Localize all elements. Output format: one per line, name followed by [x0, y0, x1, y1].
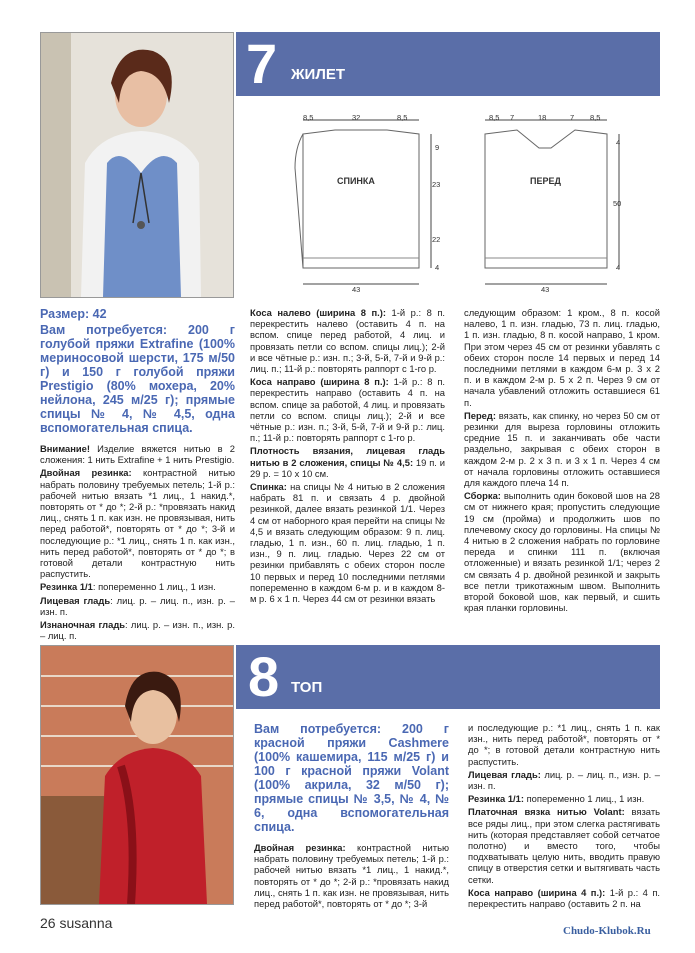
- front-right-dim: 4: [616, 138, 621, 147]
- paragraph-heading: Платочная вязка нитью Volant:: [468, 806, 625, 818]
- instruction-paragraph: [464, 410, 660, 488]
- size-heading: Размер: 42: [40, 307, 107, 321]
- paragraph-heading: Коса направо (ширина 4 п.):: [468, 886, 606, 898]
- paragraph-heading: Резинка 1/1: [40, 581, 93, 593]
- instruction-paragraph: [250, 481, 445, 604]
- instruction-paragraph: [250, 376, 445, 443]
- instruction-paragraph: [468, 793, 660, 804]
- front-top-dim: 8,5: [489, 113, 500, 122]
- front-top-dim: 7: [570, 113, 575, 122]
- paragraph-text: лиц. р. – лиц. п., изн. р. – изн. п.: [468, 768, 660, 792]
- paragraph-text: : попеременно 1 лиц., 1 изн.: [92, 581, 216, 593]
- paragraph-text: вязать, как спинку, но через 50 см от резинки для выреза горловины отложить средние 15 п. и заканчивать обе части раздельно, закрывая с обеих сторон в каждом 2-м р. 2 х 3 п. и 3 х 1 п. Через 4 см от начала горловины отложить оставшиеся для каждого плеча 14 п.: [464, 409, 660, 489]
- front-right-dim: 50: [613, 199, 622, 208]
- section7-column-3: [464, 307, 660, 615]
- paragraph-heading: Резинка 1/1:: [468, 793, 524, 805]
- paragraph-text: 1-й р.: 8 п. перекрестить направо (оставить 4 п. на вспом. спице за работой, 4 лиц. и провязать петли со вспом. спицы лиц.); 2-й и все чётные р.: изн. п.; 3-й, 5-й, 7-й и 9-й р.: лиц. п.; 11-й р.: повторять раппорт с 1-го р.: [250, 376, 445, 444]
- back-top-dim: 8,5: [397, 113, 408, 122]
- instruction-paragraph: [468, 887, 660, 909]
- paragraph-text: выполнить один боковой шов на 28 см от нижнего края; пропустить следующие 19 см (пройма) и продолжить шов по плечевому скосу до горловины. На спицы № 4 нитью в 2 сложения набрать по горловине переда и спинки 111 п. (включая отложенные) и вязать резинкой 1/1; через 2 см связать 4 р. двойной резинкой и закрыть все петли трикотажным швом. Выполнить второй боковой шов, как первый, и сшить края планки горловины.: [464, 490, 660, 614]
- top-model-photo: [40, 645, 234, 905]
- back-top-dim: 8,5: [303, 113, 314, 122]
- materials-heading: Вам потребуется: 200 г голубой пряжи Extrafine (100% мериносовой шерсти, 175 м/50 г) и 150 г голубой пряжи Prestigio (80% мохера, 20% нейлона, 245 м/25 г); прямые спицы № 4, № 4,5, одна вспомогательная спица.: [40, 323, 235, 435]
- back-right-dim: 4: [435, 263, 440, 272]
- back-label: СПИНКА: [337, 176, 375, 186]
- section8-banner: [236, 645, 660, 709]
- instruction-paragraph: [40, 581, 235, 592]
- instruction-paragraph: [40, 595, 235, 617]
- paragraph-text: Изделие вяжется нитью в 2 сложения: 1 нить Extrafine + 1 нить Prestigio.: [40, 443, 235, 466]
- front-right-dim: 4: [616, 263, 621, 272]
- s8-col3-paragraphs: [468, 722, 660, 909]
- vest-model-illustration: [41, 33, 233, 297]
- paragraph-heading: Коса направо (ширина 8 п.):: [250, 376, 389, 388]
- top-model-illustration: [41, 646, 233, 904]
- paragraph-heading: Коса налево (ширина 8 п.):: [250, 307, 387, 318]
- paragraph-text: контрастной нитью набрать половину требуемых петель; 1-й р.: рабочей нитью вязать *1 лиц., 1 накид.*, повторять от * до *; 2-й р.: *провязать накид лиц., снять 1 п. как изн. не провязывая, нить перед работой*, повторять от * до *; 3-й: [254, 842, 449, 910]
- back-right-dim: 23: [432, 180, 441, 189]
- instruction-paragraph: [250, 445, 445, 479]
- section7-title: ЖИЛЕТ: [291, 66, 346, 83]
- section8-column-2: [254, 722, 449, 911]
- col1-paragraphs: [40, 443, 235, 641]
- paragraph-text: 1-й р.: 8 п. перекрестить налево (оставить 4 п. на вспом. спице перед работой, 4 лиц. и провязать петли со вспом. спицы лиц.); 2-й и все чётные р.: изн. п.; 3-й, 5-й, 7-й и 9-й р.: лиц. п.; 11-й р.: повторять раппорт с 1-го р.: [250, 307, 445, 375]
- paragraph-text: 19 п. и 29 р. = 10 х 10 см.: [250, 456, 445, 479]
- page-number: 26: [40, 915, 56, 931]
- section8-materials-heading: Вам потребуется: 200 г красной пряжи Cashmere (100% кашемира, 115 м/25 г) и 100 г красной пряжи Volant (100% акрила, 32 м/50 г); прямые спицы № 3,5, № 4, № 6, одна вспомогательная спица.: [254, 722, 449, 834]
- instruction-paragraph: [254, 842, 449, 909]
- paragraph-text: контрастной нитью набрать половину требуемых петель; 1-й р.: рабочей нитью вязать *1 лиц., 1 накид.*, повторять от * до *; 2-й р.: *провязать накид лиц., снять 1 п. как изн. не провязывая, нить перед работой*, повторять от * до *; 3-й и последующие р.: *1 лиц., снять 1 п. как изн., нить перед работой*, повторять от * до *; в готовой детали контрастную нить распустить.: [40, 467, 235, 580]
- paragraph-text: и последующие р.: *1 лиц., снять 1 п. как изн., нить перед работой*, повторять от * до *; в готовой детали контрастную нить распустить.: [468, 722, 660, 767]
- site-watermark: Chudo-Klubok.Ru: [563, 925, 651, 937]
- front-top-dim: 8,5: [590, 113, 601, 122]
- magazine-name: susanna: [59, 915, 113, 931]
- back-schematic: [295, 120, 431, 284]
- s8-col2-paragraphs: [254, 842, 449, 909]
- front-schematic: [485, 120, 622, 284]
- paragraph-heading: Спинка:: [250, 481, 287, 493]
- front-width-dim: 43: [541, 285, 550, 294]
- paragraph-heading: Внимание!: [40, 443, 90, 454]
- paragraph-heading: Изнаночная гладь: [40, 619, 126, 631]
- instruction-paragraph: [464, 307, 660, 408]
- vest-model-photo: [40, 32, 234, 298]
- back-width-dim: 43: [352, 285, 361, 294]
- instruction-paragraph: [468, 722, 660, 767]
- paragraph-text: : лиц. р. – изн. п., изн. р. – лиц. п.: [40, 619, 235, 642]
- paragraph-heading: Лицевая гладь: [40, 594, 111, 606]
- paragraph-text: следующим образом: 1 кром., 8 п. косой налево, 1 п. изн. гладью, 73 п. лиц. гладью, 1 п. изн. гладью, 8 п. косой направо, 1 кром. При этом через 45 см от резинки убавлять с обеих сторон после 14 первых и перед 14 последними петлями в каждом 6-м р. 3 х 2 п. и в каждом 2-м р. 5 х 2 п. Через 9 см от начала убавлений отложить оставшиеся 61 п.: [464, 307, 660, 408]
- section8-title: ТОП: [291, 679, 323, 696]
- paragraph-text: попеременно 1 лиц., 1 изн.: [523, 793, 645, 805]
- instruction-paragraph: [464, 490, 660, 613]
- col2-paragraphs: [250, 307, 445, 604]
- front-top-dim: 18: [538, 113, 547, 122]
- paragraph-heading: Двойная резинка:: [254, 842, 346, 853]
- paragraph-text: вязать все ряды лиц., при этом слегка растягивать нить (которая представляет собой сетчатое полотно) и вместо того, чтобы подхватывать целую нить, вводить правую спицу в отверстия сетки и вытягивать часть сетки.: [468, 806, 660, 885]
- paragraph-heading: Двойная резинка:: [40, 467, 132, 479]
- paragraph-heading: Плотность вязания, лицевая гладь нитью в 2 сложения, спицы № 4,5:: [250, 445, 445, 468]
- paragraph-text: на спицы № 4 нитью в 2 сложения набрать 81 п. и связать 4 р. двойной резинкой, далее вязать резинкой 1/1. Через 4 см от наборного края перейти на спицы № 4,5 и вязать следующим образом: 9 п. лиц. гладью, 1 п. изн., 60 п. лиц. гладью, 1 п. изн., 9 п. лиц. гладью. Через 22 см от резинки прибавлять с обеих сторон после 10 первых и перед 10 последними петлями попеременно в каждом 6-м р. и в каждом 8-м р. 6 х 1 п. Через 44 см от резинки вязать: [250, 481, 445, 605]
- section7-banner: [236, 32, 660, 96]
- section8-number: 8: [248, 645, 280, 708]
- section7-number: 7: [246, 32, 278, 95]
- page-footer: [40, 915, 112, 931]
- pattern-schematics: [285, 108, 645, 300]
- back-top-dim: 32: [352, 113, 361, 122]
- instruction-paragraph: [468, 769, 660, 791]
- instruction-paragraph: [250, 307, 445, 374]
- front-top-dim: 7: [510, 113, 515, 122]
- instruction-paragraph: [40, 467, 235, 579]
- section7-column-1: [40, 307, 235, 643]
- col3-paragraphs: [464, 307, 660, 613]
- instruction-paragraph: [468, 806, 660, 884]
- paragraph-heading: Перед:: [464, 409, 496, 421]
- instruction-paragraph: [40, 443, 235, 465]
- instruction-paragraph: [40, 619, 235, 641]
- paragraph-text: : лиц. р. – лиц. п., изн. р. – изн. п.: [40, 594, 235, 617]
- section7-column-2: [250, 307, 445, 606]
- back-right-dim: 22: [432, 235, 441, 244]
- paragraph-heading: Лицевая гладь:: [468, 768, 541, 780]
- section8-column-3: [468, 722, 660, 911]
- back-right-dim: 9: [435, 143, 440, 152]
- paragraph-text: 1-й р.: 4 п. перекрестить направо (оставить 2 п. на: [468, 886, 660, 910]
- front-label: ПЕРЕД: [530, 176, 561, 186]
- paragraph-heading: Сборка:: [464, 490, 501, 502]
